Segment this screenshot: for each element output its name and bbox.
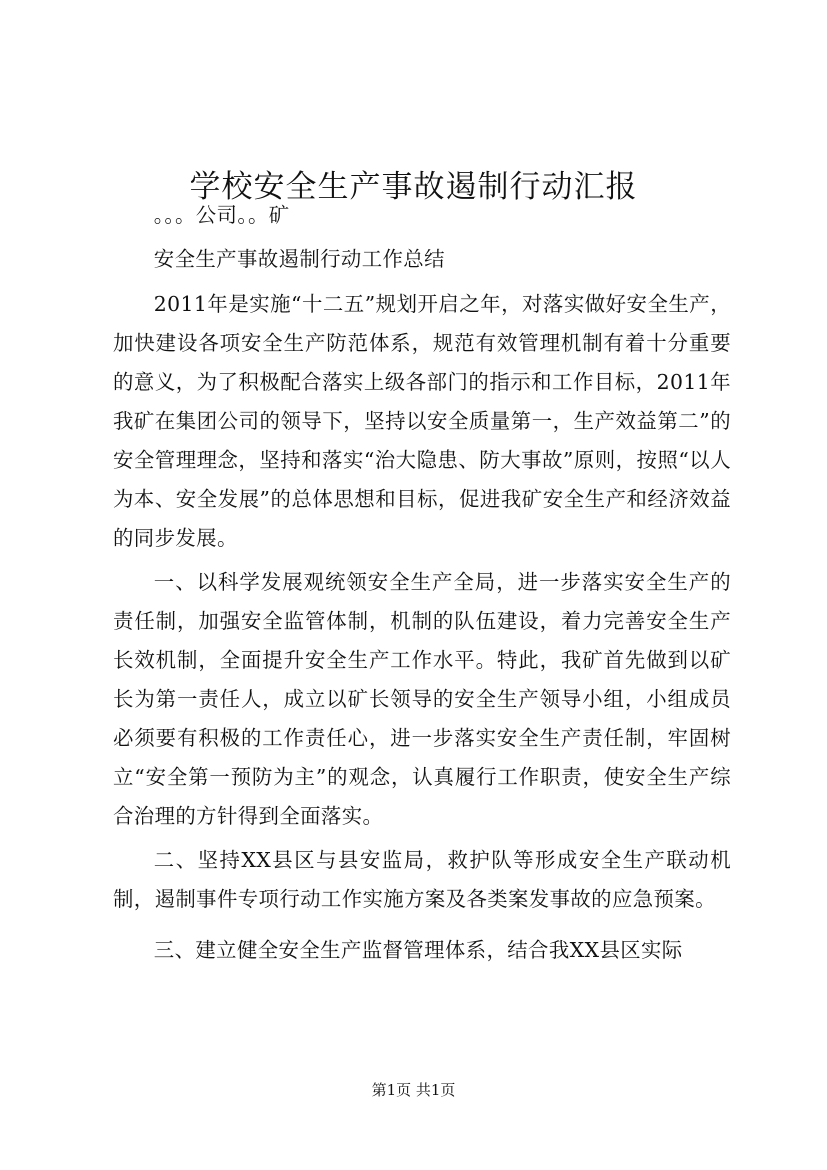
paragraph-intro: 2011年是实施“十二五”规划开启之年，对落实做好安全生产，加快建设各项安全生产防范体系，规范有效管理机制有着十分重要的意义，为了积极配合落实上级各部门的指示和工作目标，2011年我矿在集团公司的领导下，坚持以安全质量第一，生产效益第二”的安全管理理念，坚持和落实“治大隐患、防大事故”原则，按照“以人为本、安全发展”的总体思想和目标，促进我矿安全生产和经济效益的同步发展。: [113, 292, 731, 550]
paragraph-section-3: 三、建立健全安全生产监督管理体系，结合我XX县区实际: [153, 938, 683, 962]
paragraph-company: 。。。公司。。矿: [153, 203, 290, 227]
page-footer: 第1页 共1页: [371, 1081, 456, 1099]
paragraph-section-2: 二、坚持XX县区与县安监局，救护队等形成安全生产联动机制，遏制事件专项行动工作实施方案及各类案发事故的应急预案。: [113, 848, 731, 911]
paragraph-subtitle: 安全生产事故遏制行动工作总结: [153, 247, 445, 271]
document-title: 学校安全生产事故遏制行动汇报: [189, 168, 638, 205]
document-body: [113, 196, 731, 976]
paragraph-section-1: 一、以科学发展观统领安全生产全局，进一步落实安全生产的责任制，加强安全监管体制，机制的队伍建设，着力完善安全生产长效机制，全面提升安全生产工作水平。特此，我矿首先做到以矿长为第一责任人，成立以矿长领导的安全生产领导小组，小组成员必须要有积极的工作责任心，进一步落实安全生产责任制，牢固树立“安全第一预防为主”的观念，认真履行工作职责，使安全生产综合治理的方针得到全面落实。: [113, 570, 731, 828]
